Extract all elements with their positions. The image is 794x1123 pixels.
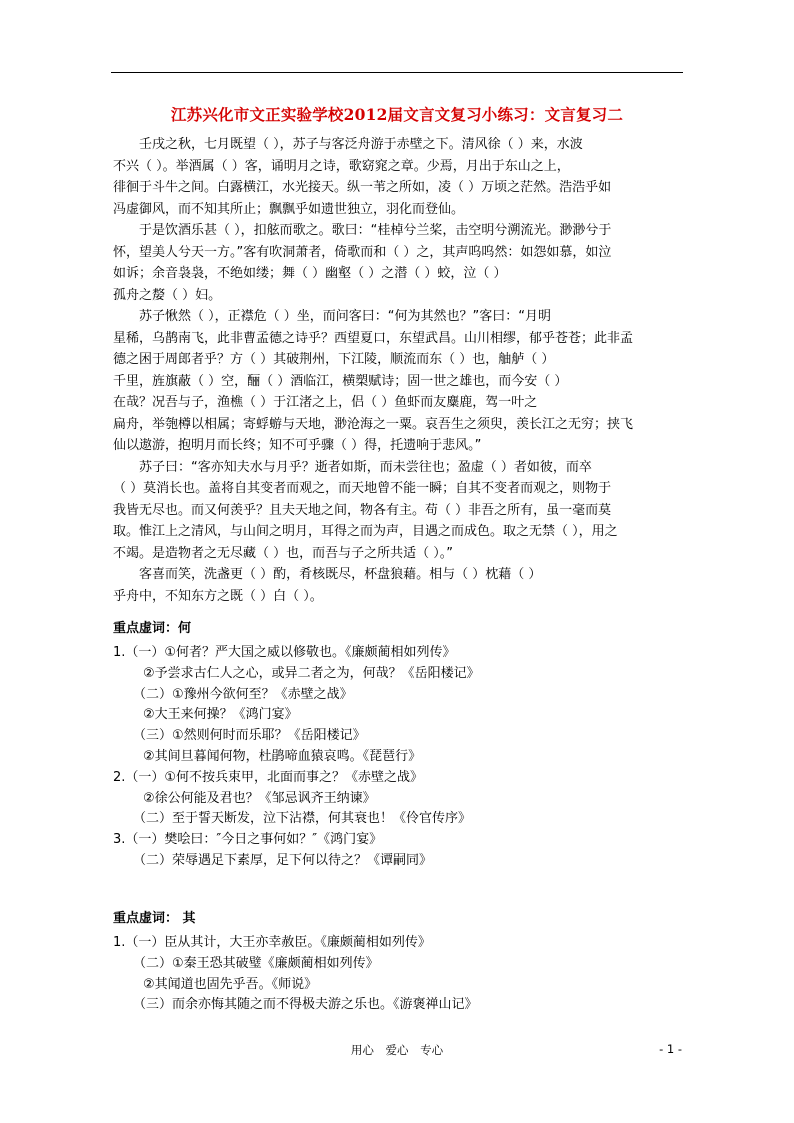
header-rule [111,72,683,73]
passage-line: 千里，旌旗蔽（ ）空，酾（ ）酒临江，横槊赋诗；固一世之雄也，而今安（ ） [113,373,568,389]
passage-line: 星稀，乌鹊南飞，此非曹孟德之诗乎？西望夏口，东望武昌。山川相缪，郁乎苍苍；此非孟 [113,330,634,346]
example-item: ②徐公何能及君也？《邹忌讽齐王纳谏》 [143,790,376,806]
example-item: ②其闻道也固先乎吾。《师说》 [143,976,318,992]
passage [113,134,693,607]
passage-line: 德之困于周郎者乎？方（ ）其破荆州，下江陵，顺流而东（ ）也，舳舻（ ） [113,352,555,367]
passage-line: 扁舟，举匏樽以相属；寄蜉蝣与天地，渺沧海之一粟。哀吾生之须臾，羡长江之无穷；挟飞 [113,416,634,432]
passage-line: 苏子愀然（ ），正襟危（ ）坐，而问客曰：“何为其然也？”客曰：“月明 [139,309,551,324]
page-footer [0,1042,794,1062]
passage-line: 不竭。是造物者之无尽藏（ ）也，而吾与子之所共适（ ）。” [113,545,453,561]
example-item: ②其间旦暮闻何物，杜鹃啼血猿哀鸣。《琵琶行》 [143,748,422,764]
example-item: （二）至于誓天断发，泣下沾襟，何其衰也！《伶官传序》 [133,811,472,827]
section-heading: 重点虚词： 其 [113,911,196,926]
passage-line: 壬戌之秋，七月既望（ ），苏子与客泛舟游于赤壁之下。清风徐（ ）来，水波 [139,137,583,152]
passage-line: 取。惟江上之清风，与山间之明月，耳得之而为声，目遇之而成色。取之无禁（ ），用之 [113,524,618,539]
footer-motto: 用心 爱心 专心 [350,1043,444,1057]
example-item: （三）而余亦悔其随之而不得极夫游之乐也。《游褒禅山记》 [133,997,478,1013]
example-item: 1.（一）①何者？严大国之威以修敬也。《廉颇蔺相如列传》 [113,645,456,660]
example-item: （二）荣辱遇足下素厚，足下何以待之？《谭嗣同》 [133,852,433,868]
passage-line: 怀，望美人兮天一方。”客有吹洞萧者，倚歌而和（ ）之，其声呜呜然：如怨如慕，如泣 [113,244,612,260]
example-item: 1.（一）臣从其计，大王亦幸赦臣。《廉颇蔺相如列传》 [113,935,431,950]
example-item: 3.（一）樊哙曰：″今日之事何如？″《鸿门宴》 [113,832,383,848]
section-heading: 重点虚词：何 [113,621,192,636]
page-number: - 1 - [659,1042,682,1056]
passage-line: 苏子曰：“客亦知夫水与月乎？逝者如斯，而未尝往也；盈虚（ ）者如彼，而卒 [139,459,592,475]
section-he [113,619,693,872]
example-item: （二）①豫州今欲何至？《赤壁之战》 [133,686,353,702]
passage-line: 孤舟之嫠（ ）妇。 [113,287,222,303]
passage-line: 我皆无尽也。而又何羡乎？且夫天地之间，物各有主。苟（ ）非吾之所有，虽一毫而莫 [113,502,612,518]
passage-line: 如诉；余音袅袅，不绝如缕；舞（ ）幽壑（ ）之潜（ ）蛟，泣（ ） [113,266,507,281]
passage-line: 乎舟中，不知东方之既（ ）白（ ）。 [113,588,323,604]
page-title: 江苏兴化市文正实验学校2012届文言文复习小练习：文言复习二 [170,105,624,124]
passage-line: 徘徊于斗牛之间。白露横江，水光接天。纵一苇之所如，凌（ ）万顷之茫然。浩浩乎如 [113,180,612,195]
example-item: （三）①然则何时而乐耶？《岳阳楼记》 [133,728,366,744]
passage-line: （ ）莫消长也。盖将自其变者而观之，而天地曾不能一瞬；自其不变者而观之，则物于 [113,481,612,496]
passage-line: 在哉？况吾与子，渔樵（ ）于江渚之上，侣（ ）鱼虾而友麋鹿，驾一叶之 [113,395,538,410]
example-item: ②大王来何操？《鸿门宴》 [143,707,298,723]
example-item: 2.（一）①何不按兵束甲，北面而事之？《赤壁之战》 [113,769,424,785]
passage-line: 不兴（ ）。举酒属（ ）客，诵明月之诗，歌窈窕之章。少焉，月出于东山之上， [113,158,570,174]
example-item: ②予尝求古仁人之心，或异二者之为，何哉？《岳阳楼记》 [143,665,480,681]
passage-line: 冯虚御风，而不知其所止；飘飘乎如遗世独立，羽化而登仙。 [113,201,465,217]
passage-line: 于是饮酒乐甚（ ），扣舷而歌之。歌曰：“桂棹兮兰桨，击空明兮溯流光。渺渺兮于 [139,223,612,238]
passage-line: 客喜而笑，洗盏更（ ）酌，肴核既尽，杯盘狼藉。相与（ ）枕藉（ ） [139,567,542,582]
example-item: （二）①秦王恐其破璧《廉颇蔺相如列传》 [133,955,379,971]
passage-line: 仙以遨游，抱明月而长终；知不可乎骤（ ）得，托遗响于悲风。” [113,438,482,453]
section-qi [113,909,693,1016]
